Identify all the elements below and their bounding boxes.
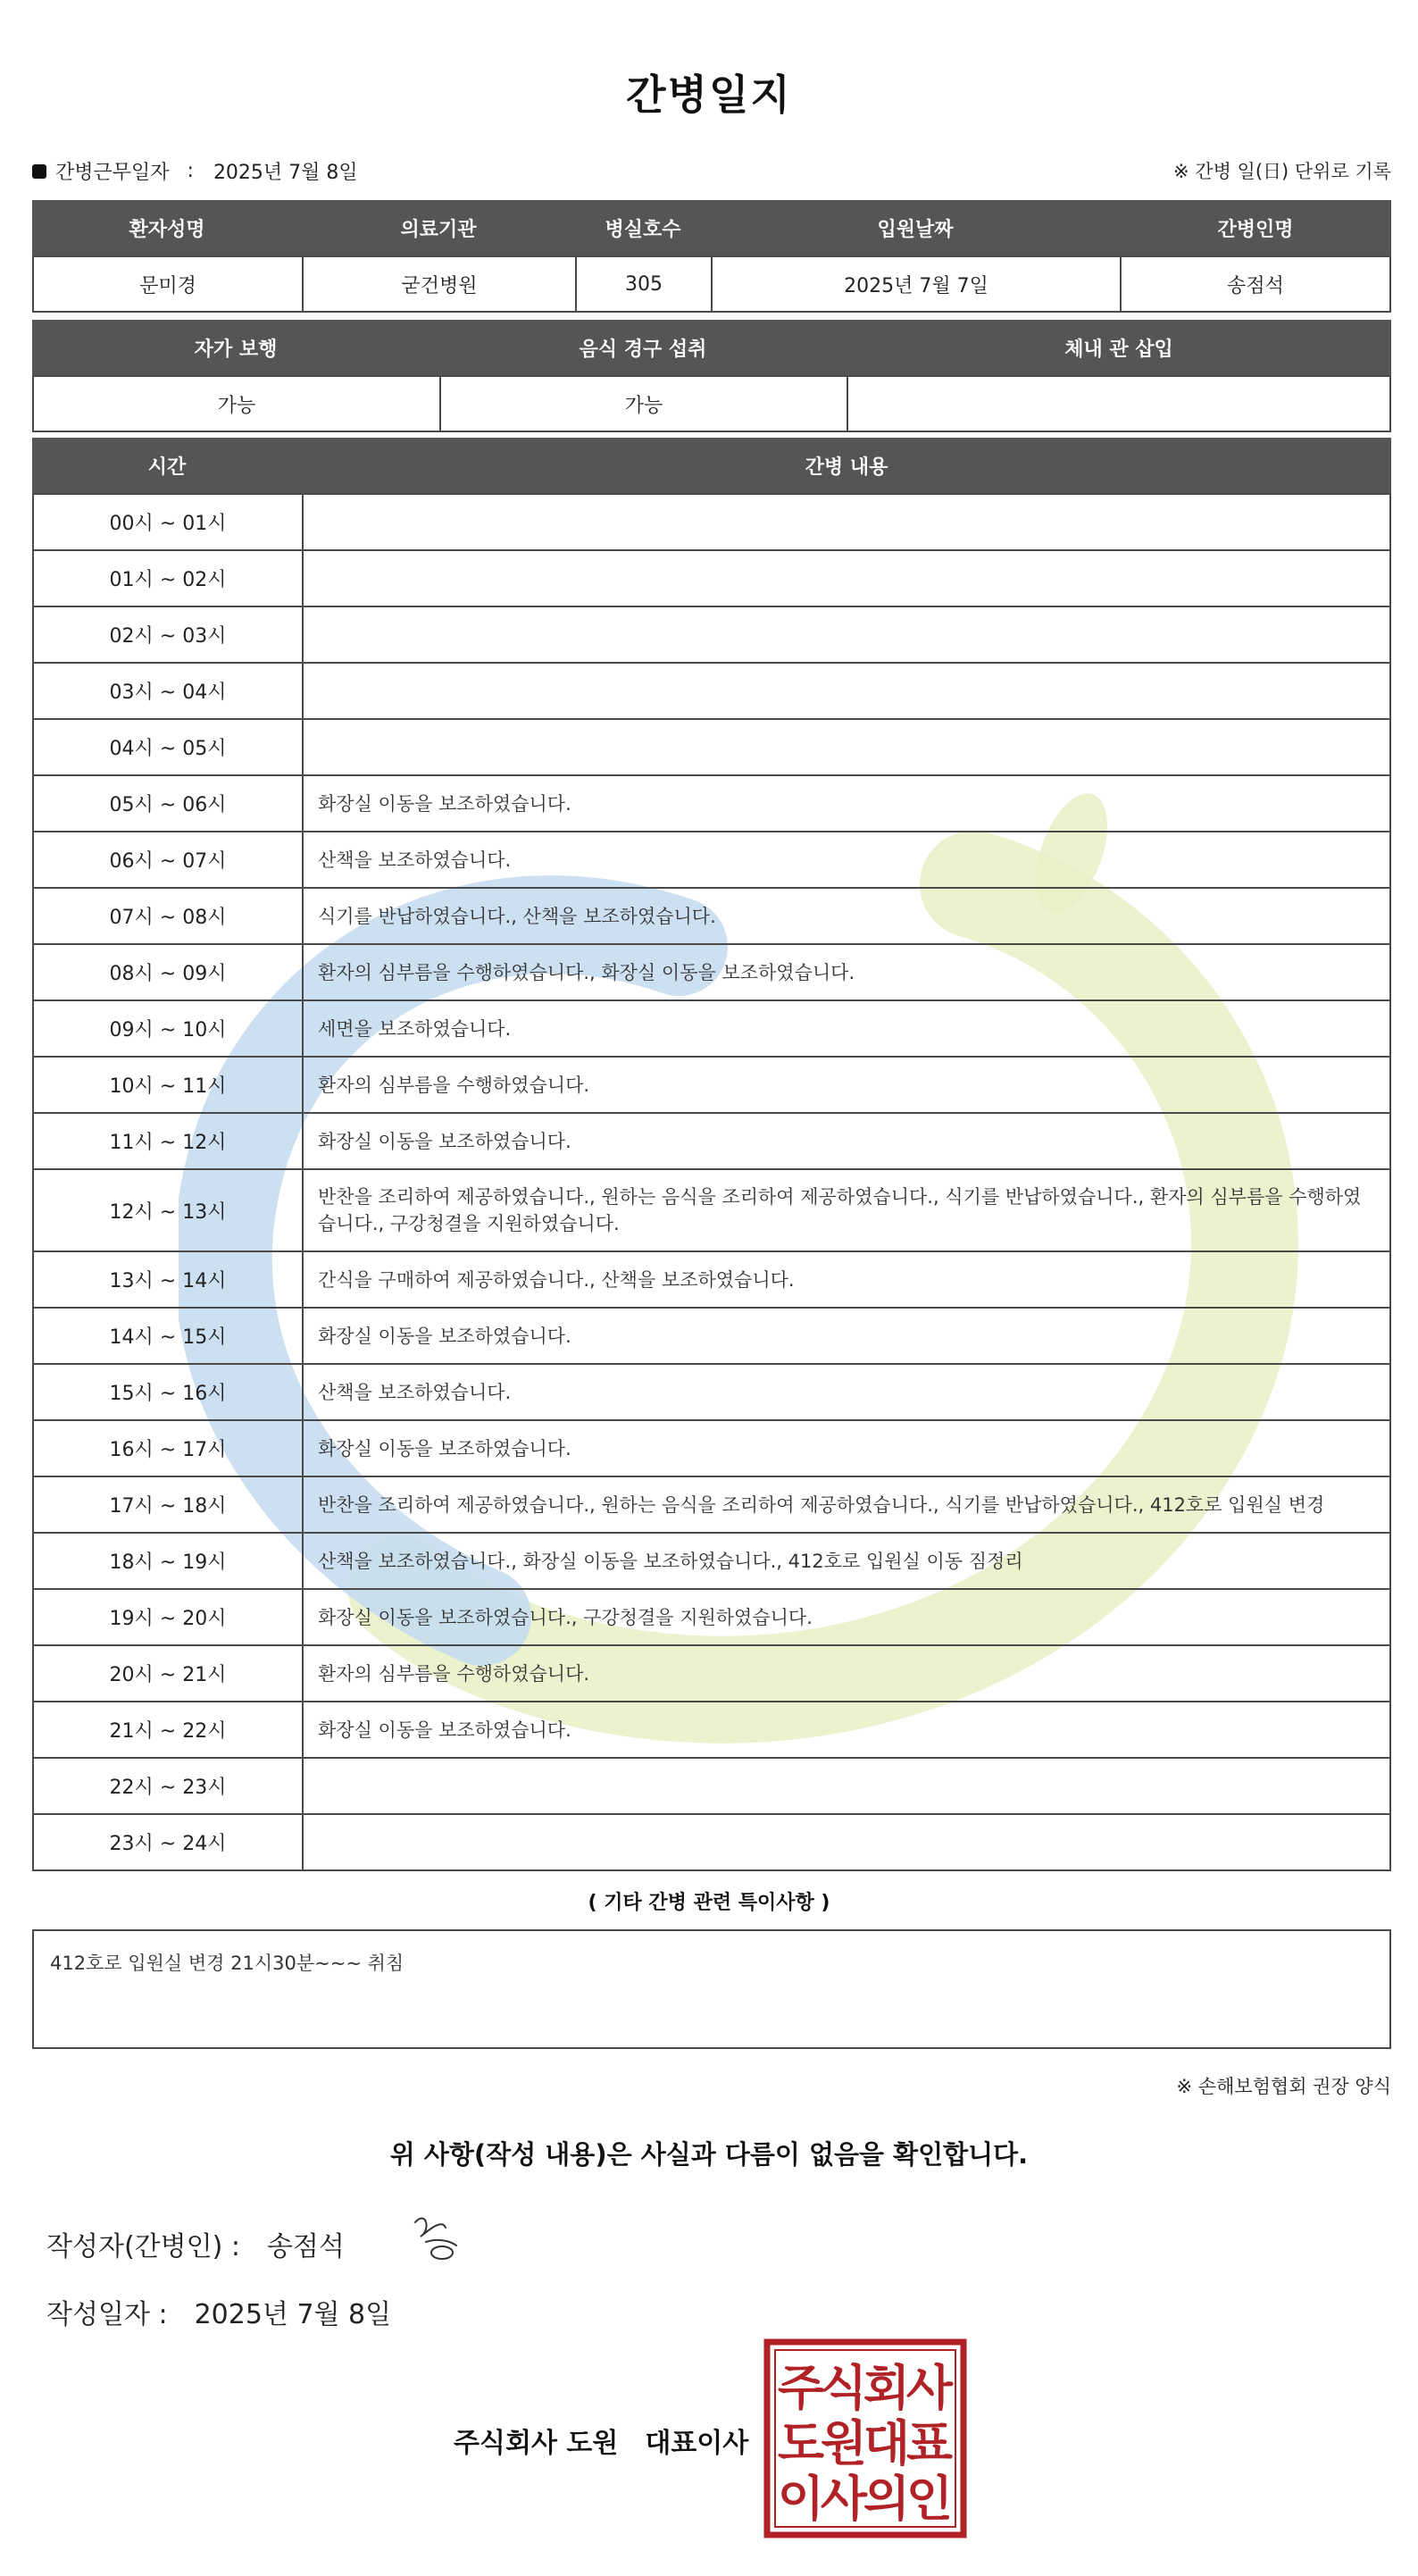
- log-content: 환자의 심부름을 수행하였습니다.: [302, 1644, 1391, 1702]
- company-name: 주식회사 도원: [454, 2428, 619, 2459]
- log-time: 05시 ~ 06시: [32, 774, 304, 832]
- log-time: 03시 ~ 04시: [32, 662, 304, 720]
- header-admission-date: 입원날짜: [877, 218, 954, 241]
- log-time: 17시 ~ 18시: [32, 1476, 304, 1534]
- written-date-label: 작성일자 :: [46, 2299, 168, 2330]
- log-content: 반찬을 조리하여 제공하였습니다., 원하는 음식을 조리하여 제공하였습니다., 식기를 반납하였습니다., 환자의 심부름을 수행하였습니다., 구강청결을 지원하였습니다.: [302, 1168, 1391, 1252]
- patient-table-header: [32, 200, 1391, 255]
- log-time: 15시 ~ 16시: [32, 1363, 304, 1421]
- header-self-walking: 자가 보행: [194, 338, 278, 361]
- ability-table-header: [32, 320, 1391, 375]
- log-row: [32, 1701, 1391, 1759]
- log-time: 23시 ~ 24시: [32, 1813, 304, 1871]
- svg-text:사: 사: [820, 2471, 868, 2527]
- page-title: 간병일지: [626, 71, 792, 119]
- svg-text:인: 인: [905, 2471, 954, 2527]
- header-oral-intake: 음식 경구 섭취: [579, 338, 707, 361]
- log-content: 세면을 보조하였습니다.: [302, 999, 1391, 1058]
- header-caregiver-name: 간병인명: [1217, 218, 1294, 241]
- duty-date-separator: :: [187, 160, 194, 182]
- log-time: 21시 ~ 22시: [32, 1701, 304, 1759]
- log-table-header: [32, 438, 1391, 493]
- company-seal-stamp: [763, 2338, 967, 2538]
- log-row: [32, 999, 1391, 1058]
- log-content: 반찬을 조리하여 제공하였습니다., 원하는 음식을 조리하여 제공하였습니다., 식기를 반납하였습니다., 412호로 입원실 변경: [302, 1476, 1391, 1534]
- duty-date-line: [32, 157, 358, 185]
- log-content: [302, 1813, 1391, 1871]
- hospital-name: 굳건병원: [302, 255, 577, 313]
- log-row: [32, 718, 1391, 776]
- svg-text:표: 표: [905, 2415, 954, 2471]
- log-time: 19시 ~ 20시: [32, 1588, 304, 1646]
- log-content: [302, 549, 1391, 607]
- log-row: [32, 1250, 1391, 1309]
- log-time: 11시 ~ 12시: [32, 1112, 304, 1170]
- header-patient-name: 환자성명: [129, 218, 205, 241]
- patient-name: 문미경: [32, 255, 304, 313]
- log-content: [302, 662, 1391, 720]
- bullet-square-icon: [32, 164, 46, 179]
- log-time: 14시 ~ 15시: [32, 1307, 304, 1365]
- log-content: 산책을 보조하였습니다., 화장실 이동을 보조하였습니다., 412호로 입원실 이동 짐정리: [302, 1532, 1391, 1590]
- room-number: 305: [575, 255, 713, 313]
- svg-text:이: 이: [777, 2471, 825, 2527]
- company-role: 대표이사: [645, 2428, 749, 2459]
- log-row: [32, 774, 1391, 832]
- log-row: [32, 1757, 1391, 1815]
- duty-date-value: 2025년 7월 8일: [213, 162, 358, 184]
- log-content: 식기를 반납하였습니다., 산책을 보조하였습니다.: [302, 887, 1391, 945]
- log-row: [32, 493, 1391, 551]
- log-time: 22시 ~ 23시: [32, 1757, 304, 1815]
- oral-intake-value: 가능: [439, 375, 848, 432]
- log-time: 08시 ~ 09시: [32, 943, 304, 1001]
- log-content: 화장실 이동을 보조하였습니다.: [302, 1307, 1391, 1365]
- log-time: 12시 ~ 13시: [32, 1168, 304, 1252]
- header-room: 병실호수: [605, 218, 681, 241]
- svg-text:식: 식: [820, 2360, 868, 2416]
- header-tube-insertion: 체내 관 삽입: [1064, 338, 1173, 361]
- header-hospital: 의료기관: [400, 218, 477, 241]
- self-walking-value: 가능: [32, 375, 441, 432]
- log-row: [32, 943, 1391, 1001]
- log-row: [32, 606, 1391, 664]
- log-content: 환자의 심부름을 수행하였습니다.: [302, 1056, 1391, 1114]
- header-time: 시간: [147, 456, 187, 479]
- log-time: 07시 ~ 08시: [32, 887, 304, 945]
- log-time: 01시 ~ 02시: [32, 549, 304, 607]
- log-content: 산책을 보조하였습니다.: [302, 1363, 1391, 1421]
- author-label: 작성자(간병인) :: [46, 2231, 240, 2262]
- svg-text:의: 의: [863, 2471, 911, 2527]
- svg-text:도: 도: [777, 2415, 825, 2471]
- log-content: [302, 606, 1391, 664]
- author-name: 송점석: [266, 2231, 345, 2262]
- log-time: 13시 ~ 14시: [32, 1250, 304, 1309]
- duty-date-label: 간병근무일자: [55, 162, 170, 184]
- admission-date: 2025년 7월 7일: [711, 255, 1122, 313]
- log-content: 화장실 이동을 보조하였습니다., 구강청결을 지원하였습니다.: [302, 1588, 1391, 1646]
- log-row: [32, 1532, 1391, 1590]
- patient-table-row: [32, 255, 1391, 313]
- log-time: 20시 ~ 21시: [32, 1644, 304, 1702]
- log-content: 간식을 구매하여 제공하였습니다., 산책을 보조하였습니다.: [302, 1250, 1391, 1309]
- log-row: [32, 831, 1391, 889]
- log-row: [32, 887, 1391, 945]
- tube-insertion-value: [847, 375, 1391, 432]
- log-row: [32, 662, 1391, 720]
- log-content: 화장실 이동을 보조하였습니다.: [302, 1701, 1391, 1759]
- log-row: [32, 1476, 1391, 1534]
- written-date-line: [46, 2292, 391, 2331]
- confirmation-statement: 위 사항(작성 내용)은 사실과 다름이 없음을 확인합니다.: [389, 2139, 1029, 2170]
- svg-text:대: 대: [863, 2415, 911, 2471]
- log-row: [32, 1168, 1391, 1252]
- remarks-title: ( 기타 간병 관련 특이사항 ): [588, 1892, 830, 1914]
- log-content: [302, 1757, 1391, 1815]
- log-row: [32, 1363, 1391, 1421]
- log-row: [32, 1813, 1391, 1871]
- log-time: 18시 ~ 19시: [32, 1532, 304, 1590]
- record-unit-note: ※ 간병 일(日) 단위로 기록: [1173, 161, 1391, 182]
- log-time: 09시 ~ 10시: [32, 999, 304, 1058]
- log-time: 02시 ~ 03시: [32, 606, 304, 664]
- handwritten-signature: [406, 2203, 469, 2265]
- remarks-box: 412호로 입원실 변경 21시30분~~~ 취침: [32, 1929, 1391, 2049]
- log-row: [32, 1112, 1391, 1170]
- log-time: 16시 ~ 17시: [32, 1419, 304, 1477]
- log-content: 화장실 이동을 보조하였습니다.: [302, 1419, 1391, 1477]
- log-row: [32, 1307, 1391, 1365]
- log-time: 06시 ~ 07시: [32, 831, 304, 889]
- log-content: [302, 718, 1391, 776]
- svg-text:원: 원: [820, 2415, 868, 2471]
- svg-text:회: 회: [863, 2360, 911, 2416]
- log-row: [32, 1588, 1391, 1646]
- log-time: 10시 ~ 11시: [32, 1056, 304, 1114]
- log-time: 04시 ~ 05시: [32, 718, 304, 776]
- author-line: [46, 2224, 345, 2263]
- log-content: 산책을 보조하였습니다.: [302, 831, 1391, 889]
- ability-table-row: [32, 375, 1391, 432]
- caregiver-name: 송점석: [1120, 255, 1391, 313]
- log-row: [32, 1644, 1391, 1702]
- log-content: 화장실 이동을 보조하였습니다.: [302, 774, 1391, 832]
- log-row: [32, 1056, 1391, 1114]
- svg-text:사: 사: [905, 2360, 954, 2416]
- form-recommendation-note: ※ 손해보험협회 권장 양식: [1176, 2076, 1391, 2097]
- header-care-content: 간병 내용: [805, 456, 888, 479]
- log-row: [32, 1419, 1391, 1477]
- svg-text:주: 주: [777, 2360, 825, 2416]
- log-content: 환자의 심부름을 수행하였습니다., 화장실 이동을 보조하였습니다.: [302, 943, 1391, 1001]
- log-row: [32, 549, 1391, 607]
- log-content: [302, 493, 1391, 551]
- log-content: 화장실 이동을 보조하였습니다.: [302, 1112, 1391, 1170]
- log-time: 00시 ~ 01시: [32, 493, 304, 551]
- written-date-value: 2025년 7월 8일: [194, 2299, 392, 2330]
- company-line: [454, 2421, 748, 2460]
